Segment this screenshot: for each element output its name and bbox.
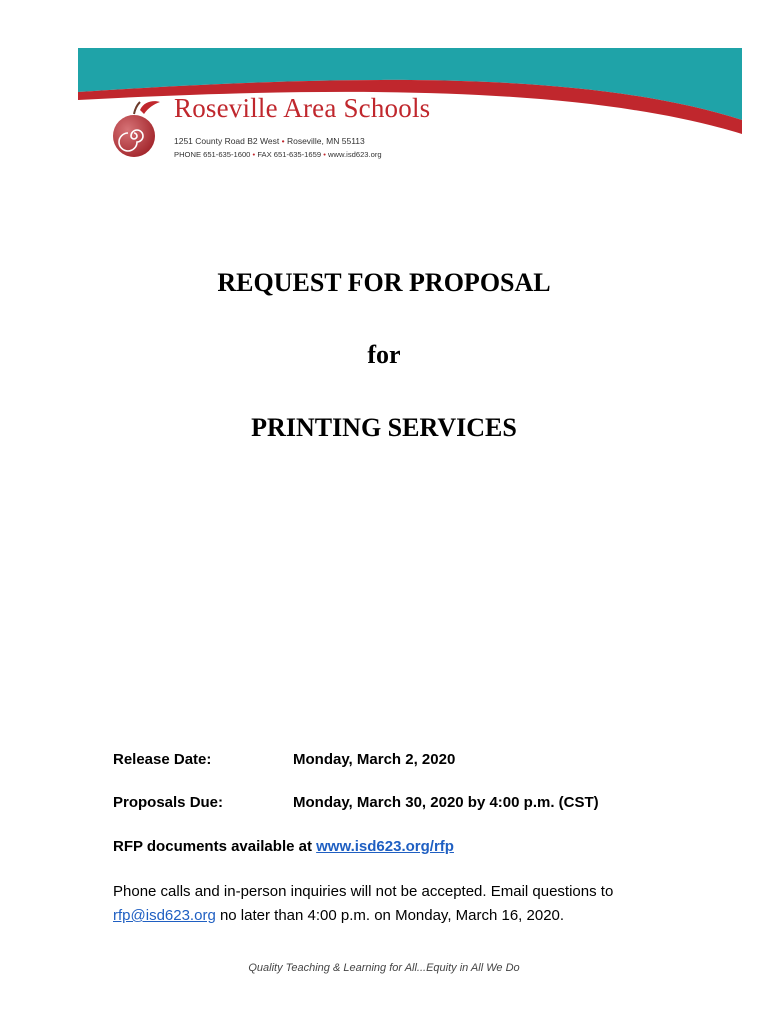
website-text: www.isd623.org	[328, 150, 382, 159]
school-contact	[174, 150, 382, 159]
separator-dot: •	[252, 150, 256, 159]
rfp-documents-text: RFP documents available at	[113, 838, 312, 855]
proposals-due-value: Monday, March 30, 2020 by 4:00 p.m. (CST)	[293, 794, 599, 811]
rfp-documents-row	[113, 838, 454, 855]
notice-deadline: no later than 4:00 p.m. on Monday, March 16, 2020.	[219, 907, 565, 924]
separator-dot: •	[281, 136, 285, 146]
doc-title-connector: for	[367, 340, 401, 369]
address-city: Roseville, MN 55113	[286, 136, 365, 146]
notice-text: Phone calls and in-person inquiries will not be accepted. Email questions to	[113, 883, 614, 900]
release-date-value: Monday, March 2, 2020	[293, 751, 456, 768]
release-date-row	[113, 751, 456, 768]
proposals-due-label: Proposals Due:	[113, 794, 224, 811]
footer-tagline: Quality Teaching & Learning for All...Equity in All We Do	[248, 962, 520, 974]
school-name: Roseville Area Schools	[174, 93, 431, 123]
release-date-label: Release Date:	[113, 751, 212, 768]
email-link[interactable]: rfp@isd623.org	[113, 907, 216, 924]
rfp-link[interactable]: www.isd623.org/rfp	[316, 838, 454, 855]
address-street: 1251 County Road B2 West	[174, 136, 280, 146]
proposals-due-row	[113, 794, 599, 811]
phone-number: PHONE 651-635-1600	[174, 150, 251, 159]
apple-logo-icon	[110, 98, 162, 158]
separator-dot: •	[323, 150, 326, 159]
school-address	[174, 136, 365, 146]
inquiry-notice	[113, 880, 673, 928]
doc-subtitle: PRINTING SERVICES	[251, 413, 517, 442]
fax-number: FAX 651-635-1659	[257, 150, 322, 159]
doc-title: REQUEST FOR PROPOSAL	[217, 268, 551, 297]
